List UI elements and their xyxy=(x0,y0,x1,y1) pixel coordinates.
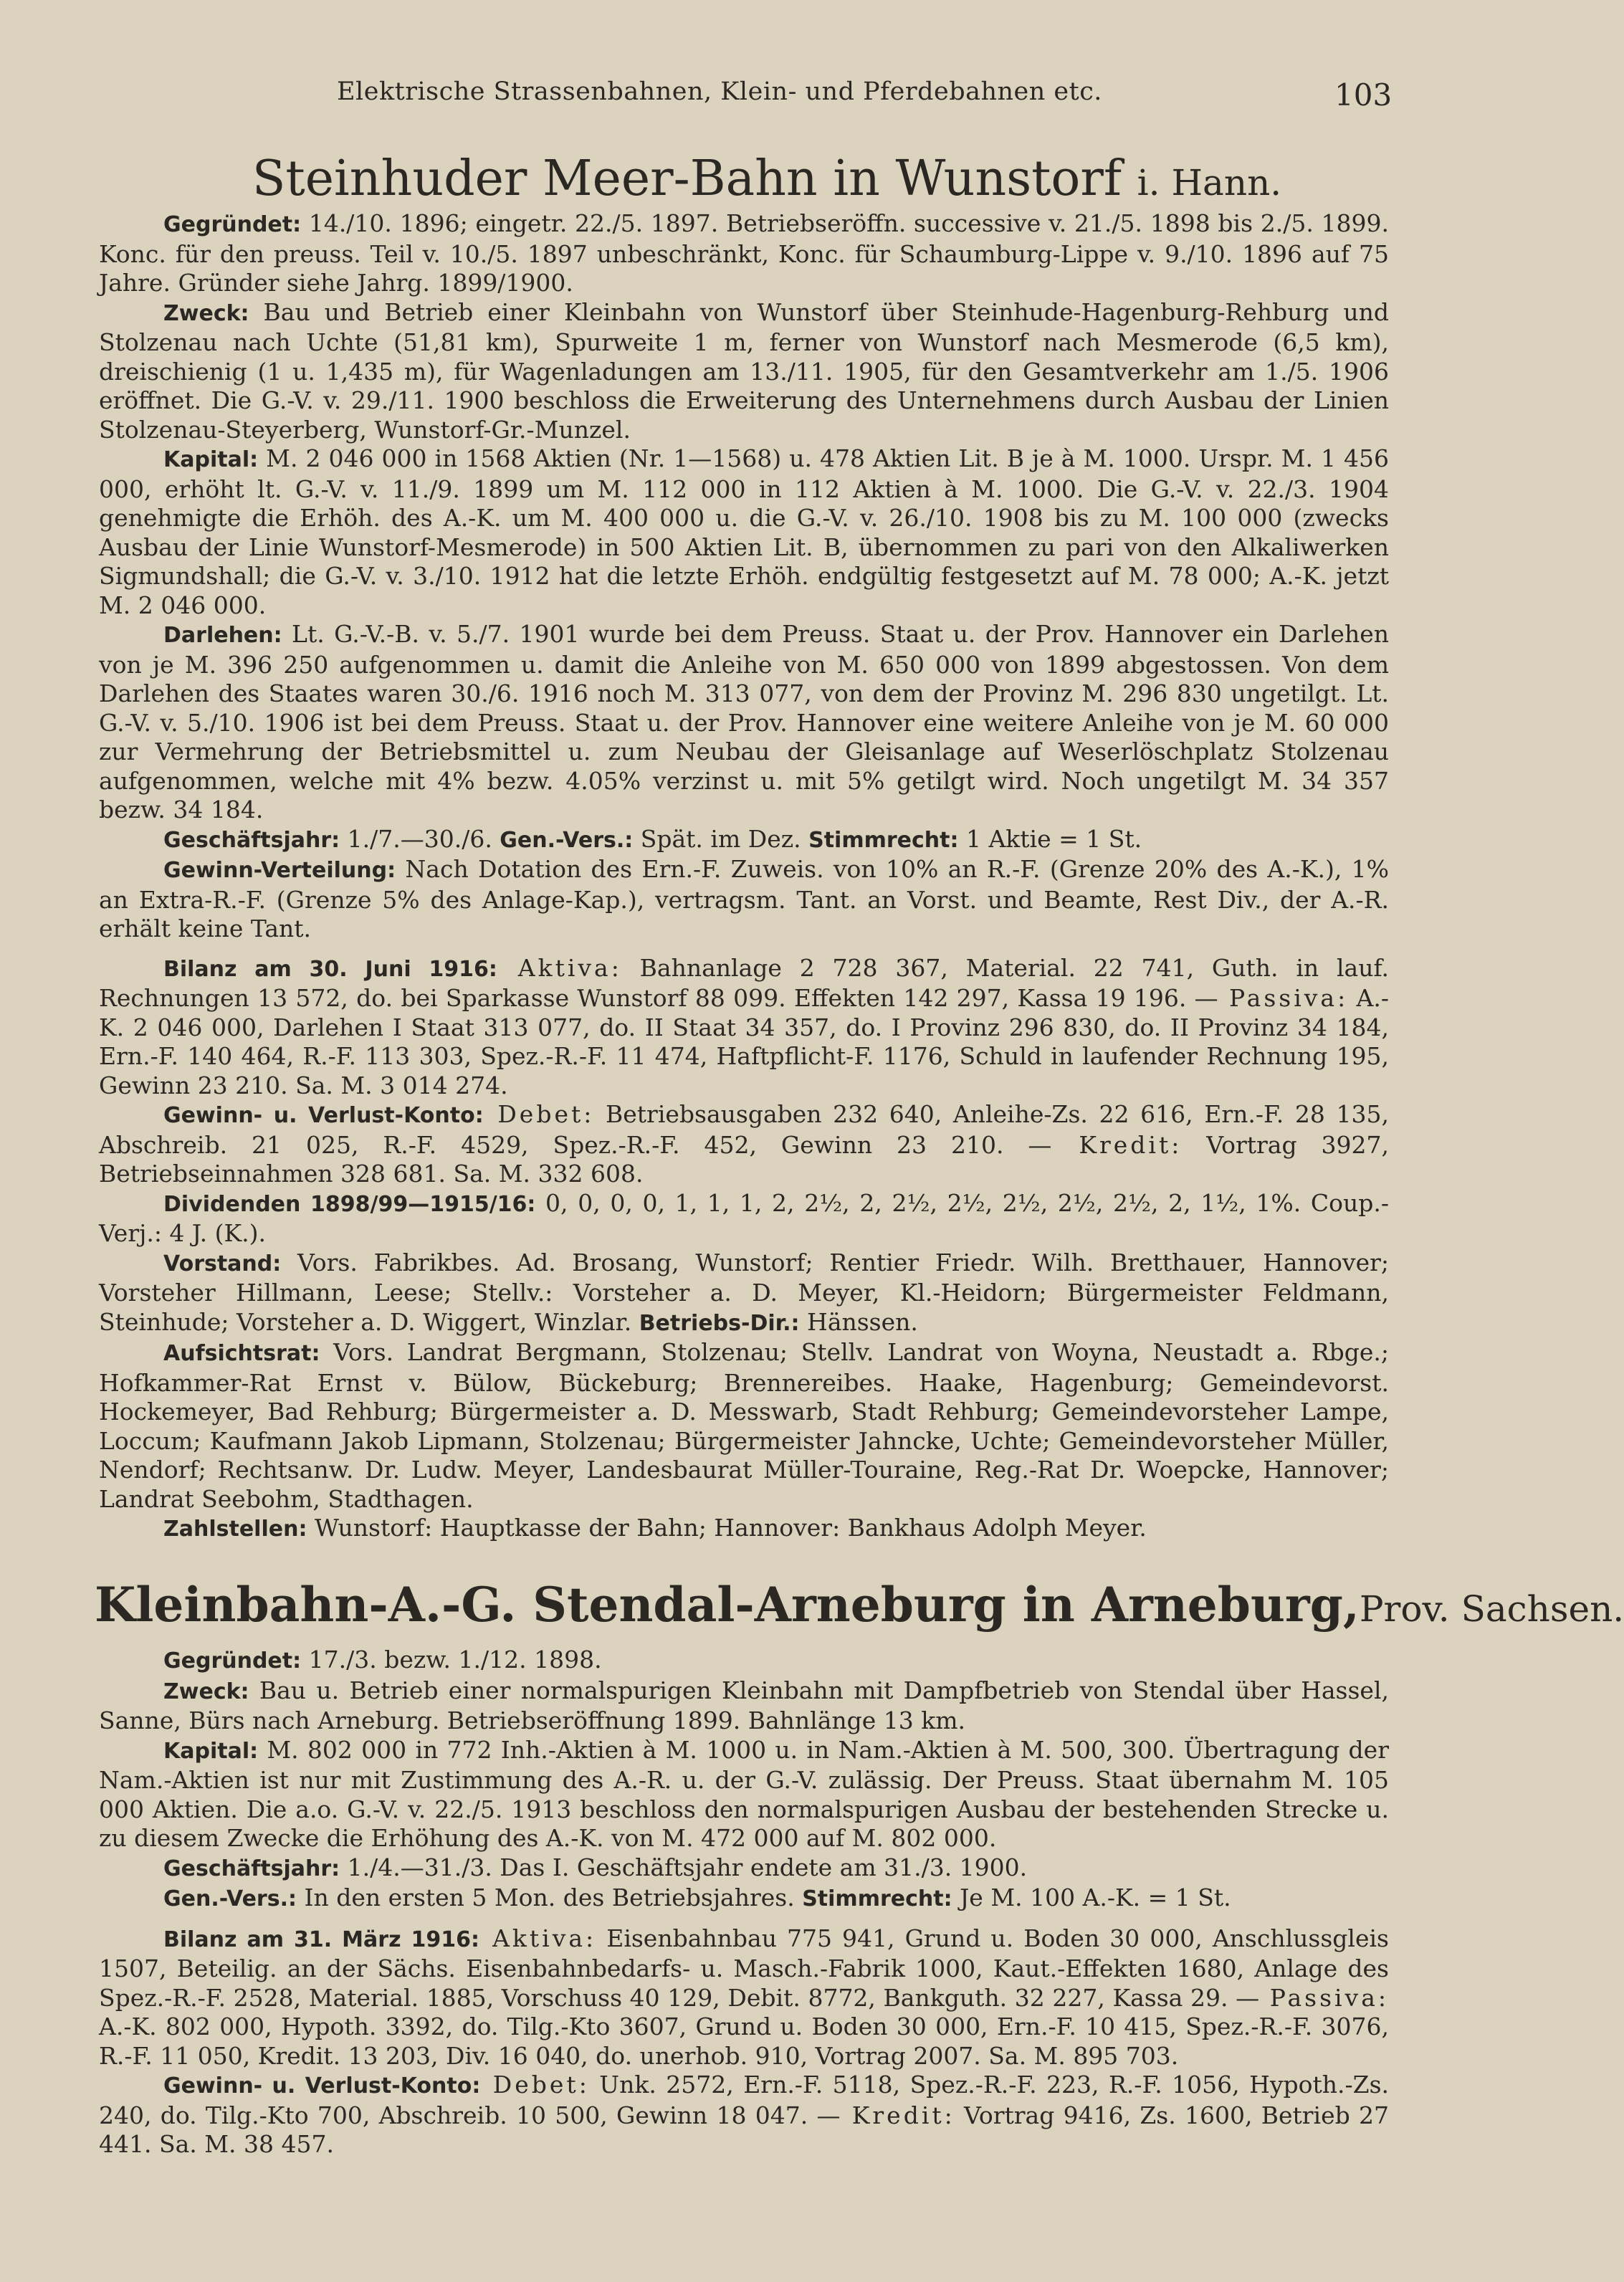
para-text: 14./10. 1896; eingetr. 22./5. 1897. Betriebseröffn. successive v. 21./5. 1898 bis 2./5. 1899. Konc. für den preuss. Teil v. 10./5. 1897 unbeschränkt, Konc. für Schaumburg-Lippe v. 9./10. 1896 auf 75 Jahre. Gründer siehe Jahrg. 1899/1900. xyxy=(99,209,1389,297)
para-label: Gewinn- u. Verlust-Konto: xyxy=(163,1103,484,1128)
para-text: M. 802 000 in 772 Inh.-Aktien à M. 1000 u. in Nam.-Aktien à M. 500, 300. Übertragung der Nam.-Aktien ist nur mit Zustimmung des A.-R. u. der G.-V. zulässig. Der Preuss. Staat übernahm M. 105 000 Aktien. Die a.o. G.-V. v. 22./5. 1913 beschloss den normalspurigen Ausbau der bestehenden Strecke u. zu diesem Zwecke die Erhöhung des A.-K. von M. 472 000 auf M. 802 000. xyxy=(99,1735,1389,1852)
company1-title xyxy=(244,151,1290,207)
para-text: Betriebsausgaben 232 640, Anleihe-Zs. 22 616, Ern.-F. 28 135, Abschreib. 21 025, R.-F. 4529, Spez.-R.-F. 452, Gewinn 23 210. — xyxy=(99,1100,1390,1159)
running-head: Elektrische Strassenbahnen, Klein- und Pferdebahnen etc. xyxy=(337,77,1102,106)
para-text: Bau und Betrieb einer Kleinbahn von Wunstorf über Steinhude-Hagenburg-Rehburg und Stolzenau nach Uchte (51,81 km), Spurweite 1 m, ferner von Wunstorf nach Mesmerode (6,5 km), dreischienig (1 u. 1,435 m), für Wagenladungen am 13./11. 1905, für den Gesamtverkehr am 1./5. 1906 eröffnet. Die G.-V. v. 29./11. 1900 beschloss die Erweiterung des Unternehmens durch Ausbau der Linien Stolzenau-Steyerberg, Wunstorf-Gr.-Munzel. xyxy=(99,297,1389,444)
para-text: Vors. Fabrikbes. Ad. Brosang, Wunstorf; Rentier Friedr. Wilh. Bretthauer, Hannover; Vorsteher Hillmann, Leese; Stellv.: Vorsteher a. D. Meyer, Kl.-Heidorn; Bürgermeister Feldmann, Steinhude; Vorsteher a. D. Wiggert, Winzlar. xyxy=(99,1248,1389,1336)
para-label: Kapital: xyxy=(163,1738,259,1764)
balance-sheet-paragraph xyxy=(99,954,1389,1101)
profit-loss-paragraph xyxy=(99,2071,1389,2159)
para-label: Gen.-Vers.: xyxy=(163,1886,297,1911)
company2-title xyxy=(95,1577,1624,1633)
spaced-label: Debet: xyxy=(480,2071,590,2099)
para-text: 17./3. bezw. 1./12. 1898. xyxy=(301,1646,602,1674)
para-label: Darlehen: xyxy=(163,623,282,648)
page-number: 103 xyxy=(1334,77,1393,113)
founded-paragraph xyxy=(99,209,1389,298)
fiscal-year-paragraph xyxy=(99,1853,1389,1884)
fiscal-year-paragraph xyxy=(99,825,1389,856)
board-paragraph xyxy=(99,1249,1389,1339)
para-text: 1./4.—31./3. Das I. Geschäftsjahr endete am 31./3. 1900. xyxy=(340,1853,1028,1881)
para-text: A.-K. 2 046 000, Darlehen I Staat 313 077, do. II Staat 34 357, do. I Provinz 296 830, do. II Provinz 34 184, Ern.-F. 140 464, R.-F. 113 303, Spez.-R.-F. 11 474, Haftpflicht-F. 1176, Schuld in laufender Rechnung 195, Gewinn 23 210. Sa. M. 3 014 274. xyxy=(99,984,1389,1099)
loan-paragraph xyxy=(99,620,1389,825)
purpose-paragraph xyxy=(99,298,1389,445)
para-text: Wunstorf: Hauptkasse der Bahn; Hannover: Bankhaus Adolph Meyer. xyxy=(307,1514,1147,1542)
para-label: Vorstand: xyxy=(163,1251,282,1276)
profit-loss-paragraph xyxy=(99,1100,1389,1189)
para-label: Stimmrecht: xyxy=(802,1886,952,1911)
para-label: Geschäftsjahr: xyxy=(163,827,340,853)
spaced-label: Passiva: xyxy=(1218,984,1349,1012)
para-text: In den ersten 5 Mon. des Betriebsjahres. xyxy=(296,1884,803,1911)
para-text: Nach Dotation des Ern.-F. Zuweis. von 10% an R.-F. (Grenze 20% des A.-K.), 1% an Extra-R.-F. (Grenze 5% des Anlage-Kap.), vertragsm. Tant. an Vorst. und Beamte, Rest Div., der A.-R. erhält keine Tant. xyxy=(99,855,1389,942)
para-text: M. 2 046 000 in 1568 Aktien (Nr. 1—1568) u. 478 Aktien Lit. B je à M. 1000. Urspr. M. 1 456 000, erhöht lt. G.-V. v. 11./9. 1899 um M. 112 000 in 112 Aktien à M. 1000. Die G.-V. v. 22./3. 1904 genehmigte die Erhöh. des A.-K. um M. 400 000 u. die G.-V. v. 26./10. 1908 bis zu M. 100 000 (zwecks Ausbau der Linie Wunstorf-Mesmerode) in 500 Aktien Lit. B, übernommen zu pari von den Alkaliwerken Sigmundshall; die G.-V. v. 3./10. 1912 hat die letzte Erhöh. endgültig festgesetzt auf M. 78 000; A.-K. jetzt M. 2 046 000. xyxy=(99,444,1389,619)
para-label: Aufsichtsrat: xyxy=(163,1341,320,1366)
para-label: Bilanz am 30. Juni 1916: xyxy=(163,956,497,982)
para-label: Geschäftsjahr: xyxy=(163,1856,340,1881)
company2-name: Kleinbahn-A.-G. Stendal-Arneburg in Arneburg, xyxy=(95,1577,1360,1633)
dividends-paragraph xyxy=(99,1189,1389,1249)
para-text: 0, 0, 0, 0, 1, 1, 1, 2, 2½, 2, 2½, 2½, 2½, 2½, 2½, 2, 1½, 1%. Coup.-Verj.: 4 J. (K.). xyxy=(99,1188,1389,1247)
general-meeting-paragraph xyxy=(99,1884,1389,1914)
para-text: Vors. Landrat Bergmann, Stolzenau; Stellv. Landrat von Woyna, Neustadt a. Rbge.; Hofkammer-Rat Ernst v. Bülow, Bückeburg; Brennereibes. Haake, Hagenburg; Gemeindevorst. Hockemeyer, Bad Rehburg; Bürgermeister a. D. Messwarb, Stadt Rehburg; Gemeindevorsteher Lampe, Loccum; Kaufmann Jakob Lipmann, Stolzenau; Bürgermeister Jahncke, Uchte; Gemeindevorsteher Müller, Nendorf; Rechtsanw. Dr. Ludw. Meyer, Landesbaurat Müller-Touraine, Reg.-Rat Dr. Woepcke, Hannover; Landrat Seebohm, Stadthagen. xyxy=(99,1338,1389,1513)
para-text: Hänssen. xyxy=(799,1307,918,1336)
founded-paragraph xyxy=(99,1646,1389,1676)
spaced-label: Kredit: xyxy=(840,2101,955,2129)
para-text: 1./7.—30./6. xyxy=(340,824,500,853)
para-text: Unk. 2572, Ern.-F. 5118, Spez.-R.-F. 223, R.-F. 1056, Hypoth.-Zs. 240, do. Tilg.-Kto 700, Abschreib. 10 500, Gewinn 18 047. — xyxy=(99,2071,1389,2129)
para-text: Spät. im Dez. xyxy=(633,824,809,853)
para-text: Vortrag 9416, Zs. 1600, Betrieb 27 441. Sa. M. 38 457. xyxy=(99,2101,1389,2158)
para-label: Zahlstellen: xyxy=(163,1517,307,1542)
capital-paragraph xyxy=(99,1736,1389,1853)
company1-entry xyxy=(99,209,1389,1545)
company1-place: i. Hann. xyxy=(1137,162,1282,204)
purpose-paragraph xyxy=(99,1676,1389,1736)
para-text: Lt. G.-V.-B. v. 5./7. 1901 wurde bei dem Preuss. Staat u. der Prov. Hannover ein Darlehen von je M. 396 250 aufgenommen u. damit die Anleihe von M. 650 000 von 1899 abgestossen. Von dem Darlehen des Staates waren 30./6. 1916 noch M. 313 077, von dem der Provinz M. 296 830 ungetilgt. Lt. G.-V. v. 5./10. 1906 ist bei dem Preuss. Staat u. der Prov. Hannover eine weitere Anleihe von je M. 60 000 zur Vermehrung der Betriebsmittel u. zum Neubau der Gleisanlage auf Weserlöschplatz Stolzenau aufgenommen, welche mit 4% bezw. 4.05% verzinst u. mit 5% getilgt wird. Noch ungetilgt M. 34 357 bezw. 34 184. xyxy=(99,620,1389,823)
spaced-label: Passiva: xyxy=(1259,1983,1389,2012)
page-header xyxy=(0,77,1433,120)
para-label: Zweck: xyxy=(163,300,249,326)
para-text: 1 Aktie = 1 St. xyxy=(958,824,1142,853)
para-label: Zweck: xyxy=(163,1679,249,1704)
paying-agents-paragraph xyxy=(99,1514,1389,1545)
balance-sheet-paragraph xyxy=(99,1924,1389,2071)
profit-distribution-paragraph xyxy=(99,855,1389,944)
company1-name: Steinhuder Meer-Bahn in Wunstorf xyxy=(252,151,1122,207)
para-text: Bau u. Betrieb einer normalspurigen Kleinbahn mit Dampfbetrieb von Stendal über Hassel, Sanne, Bürs nach Arneburg. Betriebseröffnung 1899. Bahnlänge 13 km. xyxy=(99,1676,1389,1734)
para-text: Bahnanlage 2 728 367, Material. 22 741, Guth. in lauf. Rechnungen 13 572, do. bei Sparkasse Wunstorf 88 099. Effekten 142 297, Kassa 19 196. — xyxy=(99,953,1389,1012)
spaced-label: Aktiva: xyxy=(497,953,622,982)
para-label: Gegründet: xyxy=(163,1648,302,1674)
para-label: Bilanz am 31. März 1916: xyxy=(163,1927,480,1952)
spaced-label: Aktiva: xyxy=(479,1924,597,1952)
para-label: Kapital: xyxy=(163,447,259,472)
supervisory-board-paragraph xyxy=(99,1338,1389,1514)
para-label: Gen.-Vers.: xyxy=(500,827,634,853)
para-label: Gewinn- u. Verlust-Konto: xyxy=(163,2073,481,2099)
company2-place: Prov. Sachsen. xyxy=(1359,1588,1624,1630)
para-label: Stimmrecht: xyxy=(808,827,959,853)
para-text: Eisenbahnbau 775 941, Grund u. Boden 30 000, Anschlussgleis 1507, Beteilig. an der Sächs. Eisenbahnbedarfs- u. Masch.-Fabrik 1000, Kaut.-Effekten 1680, Anlage des Spez.-R.-F. 2528, Material. 1885, Vorschuss 40 129, Debit. 8772, Bankguth. 32 227, Kassa 29. — xyxy=(99,1924,1389,2012)
company2-entry xyxy=(99,1646,1389,2159)
spaced-label: Kredit: xyxy=(1051,1130,1183,1159)
para-label: Dividenden 1898/99—1915/16: xyxy=(163,1191,536,1217)
capital-paragraph xyxy=(99,444,1389,620)
spaced-label: Debet: xyxy=(483,1100,595,1128)
para-label: Betriebs-Dir.: xyxy=(639,1310,800,1336)
para-text: Je M. 100 A.-K. = 1 St. xyxy=(952,1884,1231,1911)
para-text: Vortrag 3927, Betriebseinnahmen 328 681. Sa. M. 332 608. xyxy=(99,1130,1389,1188)
para-text: A.-K. 802 000, Hypoth. 3392, do. Tilg.-Kto 3607, Grund u. Boden 30 000, Ern.-F. 10 415, Spez.-R.-F. 3076, R.-F. 11 050, Kredit. 13 203, Div. 16 040, do. unerhob. 910, Vortrag 2007. Sa. M. 895 703. xyxy=(99,2013,1389,2070)
para-label: Gewinn-Verteilung: xyxy=(163,858,396,883)
para-label: Gegründet: xyxy=(163,212,302,237)
